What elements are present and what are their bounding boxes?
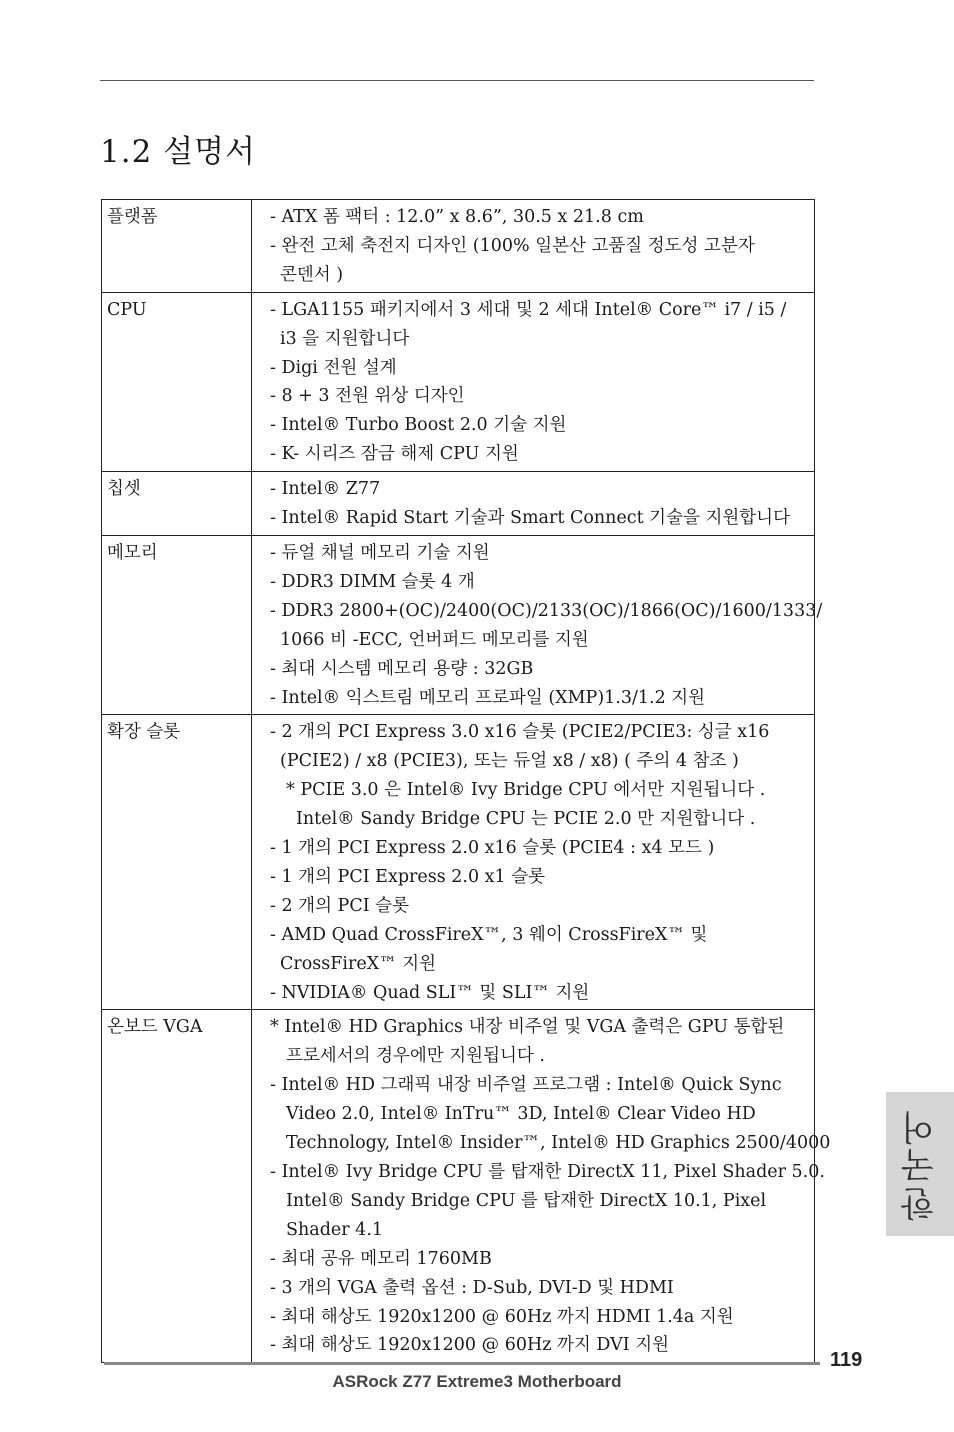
- spec-line: - ATX 폼 팩터 : 12.0” x 8.6”, 30.5 x 21.8 cm: [270, 207, 644, 227]
- language-tab: [886, 1092, 954, 1236]
- spec-line: - 1 개의 PCI Express 2.0 x16 슬롯 (PCIE4 : x4 모드 ): [270, 838, 715, 859]
- spec-line: - Intel® HD 그래픽 내장 비주얼 프로그램 : Intel® Quick Sync: [270, 1075, 782, 1096]
- spec-line: - NVIDIA® Quad SLI™ 및 SLI™ 지원: [270, 982, 590, 1003]
- spec-label: 메모리: [102, 535, 252, 714]
- spec-row: [102, 1010, 815, 1363]
- spec-line: Video 2.0, Intel® InTru™ 3D, Intel® Clear Video HD: [286, 1104, 756, 1125]
- spec-line: - 1 개의 PCI Express 2.0 x1 슬롯: [270, 866, 546, 887]
- spec-line: Shader 4.1: [286, 1219, 384, 1240]
- spec-label: CPU: [102, 292, 252, 471]
- spec-line: - K- 시리즈 잠금 해제 CPU 지원: [270, 444, 519, 465]
- spec-line: 1066 비 -ECC, 언버퍼드 메모리를 지원: [280, 629, 589, 650]
- spec-line: - 최대 해상도 1920x1200 @ 60Hz 까지 HDMI 1.4a 지원: [270, 1306, 734, 1327]
- page-number: 119: [830, 1349, 863, 1371]
- spec-line: - 완전 고체 축전지 디자인 (100% 일본산 고품질 정도성 고분자: [270, 235, 755, 256]
- spec-line: Intel® Sandy Bridge CPU 는 PCIE 2.0 만 지원합니다 .: [296, 809, 756, 830]
- language-tab-label: 한국어: [900, 1107, 941, 1221]
- spec-row: [102, 292, 815, 471]
- spec-line: (PCIE2) / x8 (PCIE3), 또는 듀얼 x8 / x8) ( 주의 4 참조 ): [280, 751, 739, 772]
- spec-line: CrossFireX™ 지원: [280, 953, 437, 974]
- spec-content: [252, 1010, 831, 1363]
- footer-product-name: ASRock Z77 Extreme3 Motherboard: [332, 1372, 622, 1391]
- spec-line: - DDR3 2800+(OC)/2400(OC)/2133(OC)/1866(OC)/1600/1333/: [270, 600, 823, 621]
- footer-rule: [104, 1362, 820, 1365]
- spec-line: - Intel® Rapid Start 기술과 Smart Connect 기술을 지원합니다: [270, 508, 790, 529]
- spec-line: - Intel® 익스트림 메모리 프로파일 (XMP)1.3/1.2 지원: [270, 687, 706, 708]
- spec-line: - 최대 공유 메모리 1760MB: [270, 1248, 492, 1269]
- spec-line: - Digi 전원 설계: [270, 357, 397, 378]
- spec-content: [252, 535, 823, 714]
- spec-line: - Intel® Ivy Bridge CPU 를 탑재한 DirectX 11, Pixel Shader 5.0.: [270, 1162, 825, 1182]
- spec-line: - 2 개의 PCI 슬롯: [270, 895, 409, 916]
- spec-line: - 최대 시스템 메모리 용량 : 32GB: [270, 658, 534, 679]
- spec-line: * PCIE 3.0 은 Intel® Ivy Bridge CPU 에서만 지원됩니다 .: [286, 780, 766, 801]
- spec-line: * Intel® HD Graphics 내장 비주얼 및 VGA 출력은 GPU 통합된: [270, 1017, 785, 1038]
- spec-line: - DDR3 DIMM 슬롯 4 개: [270, 571, 475, 592]
- spec-line: - Intel® Turbo Boost 2.0 기술 지원: [270, 415, 567, 436]
- spec-content: [252, 715, 815, 1010]
- spec-table: [101, 199, 831, 1363]
- spec-line: - AMD Quad CrossFireX™, 3 웨이 CrossFireX™ 및: [270, 924, 708, 945]
- spec-line: - 최대 해상도 1920x1200 @ 60Hz 까지 DVI 지원: [270, 1335, 670, 1356]
- spec-row: [102, 715, 815, 1010]
- spec-label: 온보드 VGA: [102, 1010, 252, 1363]
- spec-content: [252, 472, 815, 536]
- spec-row: [102, 472, 815, 536]
- spec-row: [102, 200, 815, 293]
- spec-line: i3 을 지원합니다: [280, 328, 410, 349]
- spec-label: 칩셋: [102, 472, 252, 536]
- spec-line: - 2 개의 PCI Express 3.0 x16 슬롯 (PCIE2/PCIE3: 싱글 x16: [270, 722, 770, 743]
- spec-content: [252, 292, 815, 471]
- spec-label: 플랫폼: [102, 200, 252, 293]
- spec-line: - Intel® Z77: [270, 479, 381, 500]
- spec-line: - 듀얼 채널 메모리 기술 지원: [270, 542, 490, 563]
- spec-line: - LGA1155 패키지에서 3 세대 및 2 세대 Intel® Core™ i7 / i5 /: [270, 299, 787, 320]
- top-rule: [100, 80, 814, 81]
- spec-line: 콘덴서 ): [280, 264, 344, 285]
- spec-line: - 8 + 3 전원 위상 디자인: [270, 386, 465, 407]
- spec-line: 프로세서의 경우에만 지원됩니다 .: [286, 1046, 545, 1067]
- spec-content: [252, 200, 815, 293]
- spec-line: - 3 개의 VGA 출력 옵션 : D-Sub, DVI-D 및 HDMI: [270, 1277, 674, 1298]
- page-title: 1.2 설명서: [100, 134, 256, 170]
- spec-line: Technology, Intel® Insider™, Intel® HD Graphics 2500/4000: [286, 1133, 831, 1154]
- spec-label: 확장 슬롯: [102, 715, 252, 1010]
- spec-line: Intel® Sandy Bridge CPU 를 탑재한 DirectX 10.1, Pixel: [286, 1190, 767, 1211]
- spec-row: [102, 535, 815, 714]
